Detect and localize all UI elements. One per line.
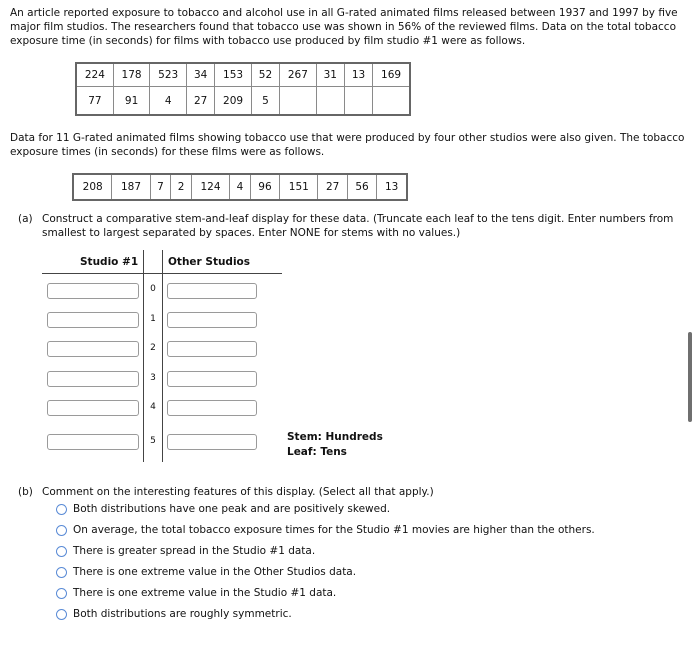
data-cell: 2	[171, 174, 192, 200]
option-label: Both distributions are roughly symmetric.	[73, 608, 292, 620]
data-cell: 209	[215, 87, 252, 116]
studio1-column-header: Studio #1	[80, 256, 139, 268]
stem-value: 3	[150, 373, 156, 383]
data-cell	[344, 87, 372, 116]
option-label: Both distributions have one peak and are positively skewed.	[73, 503, 391, 515]
option-1[interactable]	[56, 501, 390, 517]
stem-divider-left	[143, 250, 144, 462]
option-3[interactable]	[56, 543, 315, 559]
option-4[interactable]	[56, 564, 356, 580]
data-cell: 77	[76, 87, 113, 116]
stem-value: 4	[150, 402, 156, 412]
stem-value: 2	[150, 343, 156, 353]
data-cell: 153	[215, 63, 252, 87]
data-cell: 187	[112, 174, 150, 200]
vertical-scrollbar[interactable]	[688, 332, 692, 422]
studio1-data-table	[75, 62, 411, 116]
option-5[interactable]	[56, 585, 336, 601]
table-row	[76, 63, 410, 87]
other-studios-leaf-input-1[interactable]	[167, 312, 257, 328]
option-2[interactable]	[56, 522, 595, 538]
other-studios-column-header: Other Studios	[168, 256, 251, 268]
other-studios-paragraph: Data for 11 G-rated animated films showing tobacco use that were produced by four other studios were also given. The tobacco exposure times (in seconds) for these films were as follows.	[10, 132, 685, 158]
option-label: There is greater spread in the Studio #1 data.	[73, 545, 316, 557]
checkbox-circle-icon[interactable]	[56, 546, 67, 557]
option-label: There is one extreme value in the Other Studios data.	[73, 566, 357, 578]
data-cell: 178	[113, 63, 150, 87]
data-cell: 13	[377, 174, 407, 200]
other-studios-leaf-input-2[interactable]	[167, 341, 257, 357]
part-b-label: (b)	[18, 486, 33, 498]
data-cell: 91	[113, 87, 150, 116]
checkbox-circle-icon[interactable]	[56, 609, 67, 620]
other-studios-leaf-input-0[interactable]	[167, 283, 257, 299]
data-cell: 13	[344, 63, 372, 87]
data-cell: 52	[251, 63, 279, 87]
checkbox-circle-icon[interactable]	[56, 525, 67, 536]
option-label: There is one extreme value in the Studio #1 data.	[73, 587, 337, 599]
studio1-leaf-input-1[interactable]	[47, 312, 139, 328]
data-cell: 151	[280, 174, 318, 200]
studio1-leaf-input-5[interactable]	[47, 434, 139, 450]
checkbox-circle-icon[interactable]	[56, 588, 67, 599]
studio1-leaf-input-2[interactable]	[47, 341, 139, 357]
data-cell: 5	[251, 87, 279, 116]
data-cell: 267	[280, 63, 317, 87]
data-cell	[280, 87, 317, 116]
stem-divider-right	[162, 250, 163, 462]
data-cell: 169	[373, 63, 410, 87]
option-label: On average, the total tobacco exposure times for the Studio #1 movies are higher than the others.	[73, 524, 595, 536]
stem-value: 5	[150, 436, 156, 446]
data-cell: 7	[150, 174, 171, 200]
studio1-leaf-input-4[interactable]	[47, 400, 139, 416]
part-a-label: (a)	[18, 213, 33, 225]
checkbox-circle-icon[interactable]	[56, 567, 67, 578]
data-cell: 34	[187, 63, 215, 87]
data-cell: 56	[347, 174, 376, 200]
leaf-key: Leaf: Tens	[287, 446, 347, 458]
data-cell: 4	[230, 174, 251, 200]
data-cell	[316, 87, 344, 116]
data-cell: 27	[187, 87, 215, 116]
data-cell	[373, 87, 410, 116]
part-a-instructions: Construct a comparative stem-and-leaf display for these data. (Truncate each leaf to the tens digit. Enter numbers from smallest to largest separated by spaces. Enter NONE for stems with no values.)	[42, 213, 674, 239]
other-studios-leaf-input-4[interactable]	[167, 400, 257, 416]
stem-value: 1	[150, 314, 156, 324]
data-cell: 124	[191, 174, 229, 200]
data-cell: 4	[150, 87, 187, 116]
part-b-instructions: Comment on the interesting features of this display. (Select all that apply.)	[42, 486, 434, 498]
data-cell: 523	[150, 63, 187, 87]
intro-paragraph: An article reported exposure to tobacco and alcohol use in all G-rated animated films released between 1937 and 1997 by five major film studios. The researchers found that tobacco use was shown in 56% of the reviewed films. Data on the total tobacco exposure time (in seconds) for films with tobacco use produced by film studio #1 were as follows.	[10, 7, 678, 47]
other-studios-data-table	[72, 173, 408, 201]
option-6[interactable]	[56, 606, 292, 622]
data-cell: 96	[250, 174, 279, 200]
data-cell: 208	[73, 174, 112, 200]
data-cell: 31	[316, 63, 344, 87]
checkbox-circle-icon[interactable]	[56, 504, 67, 515]
stem-key: Stem: Hundreds	[287, 431, 383, 443]
stem-value: 0	[150, 284, 156, 294]
data-cell: 27	[318, 174, 347, 200]
other-studios-leaf-input-3[interactable]	[167, 371, 257, 387]
studio1-leaf-input-3[interactable]	[47, 371, 139, 387]
data-cell: 224	[76, 63, 113, 87]
table-row	[73, 174, 407, 200]
studio1-leaf-input-0[interactable]	[47, 283, 139, 299]
other-studios-leaf-input-5[interactable]	[167, 434, 257, 450]
table-row	[76, 87, 410, 116]
